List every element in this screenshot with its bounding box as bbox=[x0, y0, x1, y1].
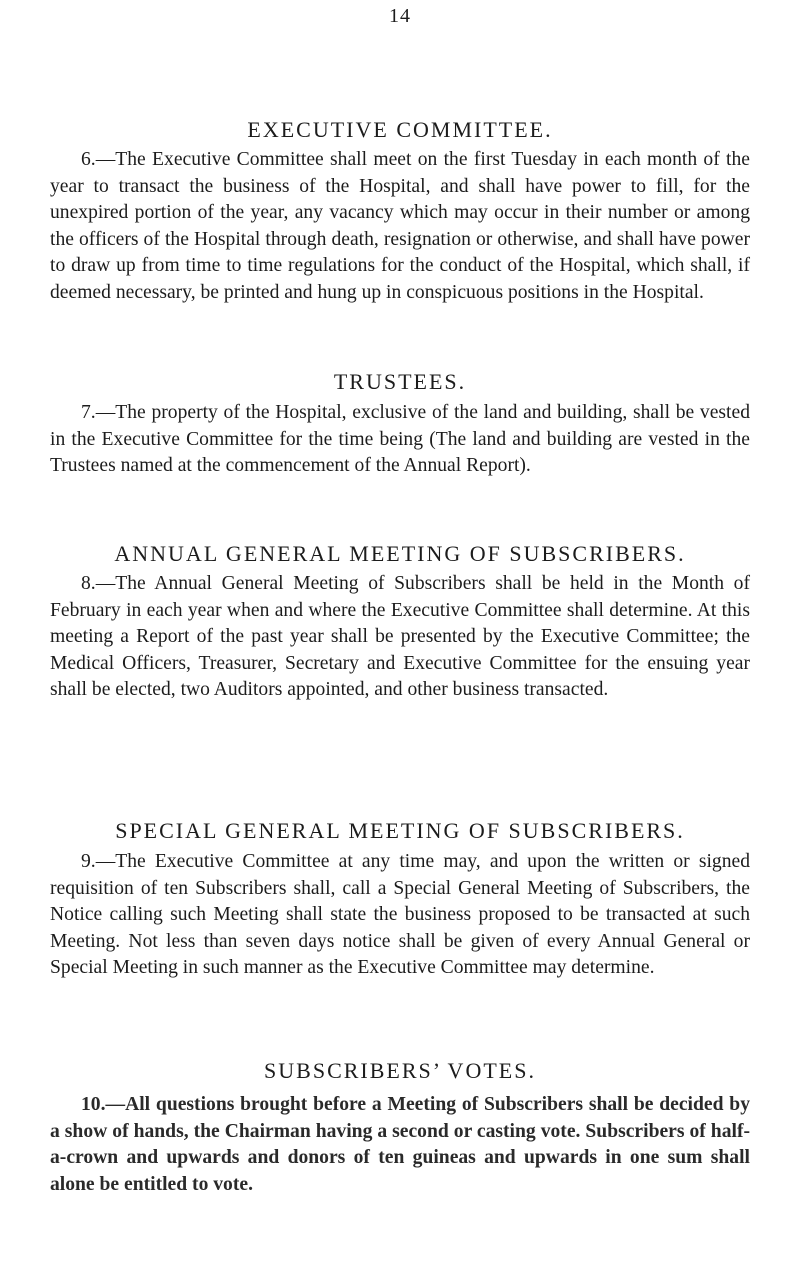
heading-trustees: TRUSTEES. bbox=[333, 369, 467, 394]
page-number: 14 bbox=[389, 5, 411, 27]
paragraph-trustees: 7.—The property of the Hospital, exclusive of the land and building, shall be vested in the Executive Committee for the time being (The land and building are vested in the Trustees named at the commencement of the Annual Report). bbox=[50, 402, 750, 477]
heading-executive-committee: EXECUTIVE COMMITTEE. bbox=[247, 117, 553, 142]
paragraph-subscribers-votes: 10.—All questions brought before a Meeting of Subscribers shall be decided by a show of hands, the Chairman having a second or casting vote. Subscribers of half-a-crown and upwards and donors of ten guineas and upwards in one sum shall alone be entitled to vote. bbox=[50, 1094, 750, 1195]
paragraph-special-general-meeting: 9.—The Executive Committee at any time may, and upon the written or signed requisition of ten Subscribers shall, call a Special General Meeting of Subscribers, the Notice calling such Meeting shall state the business proposed to be transacted at such Meeting. Not less than seven days notice shall be given of every Annual General or Special Meeting in such manner as the Executive Committee may determine. bbox=[50, 851, 750, 979]
heading-annual-general-meeting: ANNUAL GENERAL MEETING OF SUBSCRIBERS. bbox=[114, 541, 686, 566]
paragraph-annual-general-meeting: 8.—The Annual General Meeting of Subscribers shall be held in the Month of February in each year when and where the Executive Committee shall determine. At this meeting a Report of the past year shall be presented by the Executive Committee; the Medical Officers, Treasurer, Secretary and Executive Committee for the ensuing year shall be elected, two Auditors appointed, and other business transacted. bbox=[50, 573, 750, 701]
heading-special-general-meeting: SPECIAL GENERAL MEETING OF SUBSCRIBERS. bbox=[115, 818, 685, 843]
paragraph-executive-committee: 6.—The Executive Committee shall meet on the first Tuesday in each month of the year to transact the business of the Hospital, and shall have power to fill, for the unexpired portion of the year, any vacancy which may occur in their number or among the officers of the Hospital through death, resignation or otherwise, and shall have power to draw up from time to time regulations for the conduct of the Hospital, which shall, if deemed necessary, be printed and hung up in conspicuous positions in the Hospital. bbox=[50, 149, 750, 303]
heading-subscribers-votes: SUBSCRIBERS’ VOTES. bbox=[264, 1058, 536, 1083]
